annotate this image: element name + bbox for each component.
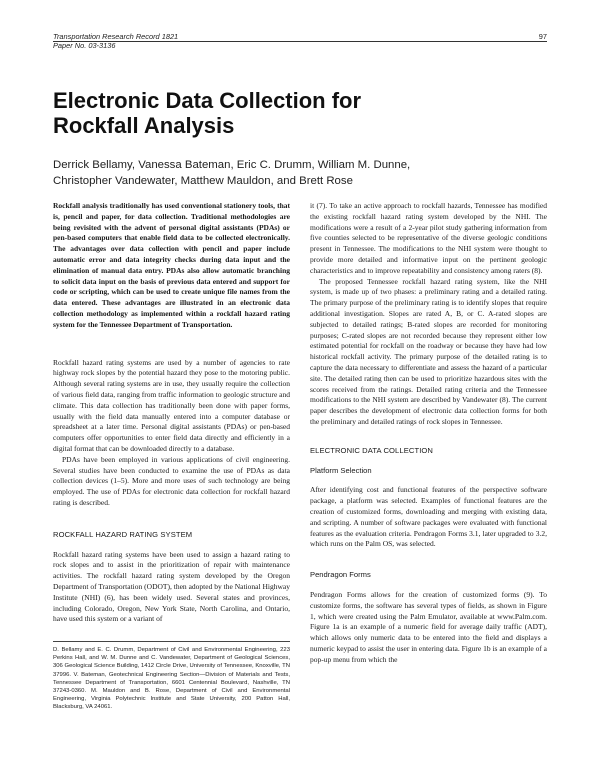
section-heading-rockfall: ROCKFALL HAZARD RATING SYSTEM: [53, 529, 193, 539]
paper-number: Paper No. 03-3136: [53, 41, 116, 50]
journal-name: Transportation Research Record 1821: [53, 32, 179, 41]
page-number: 97: [538, 32, 547, 41]
right-column: [310, 201, 547, 665]
right-paragraph-2: The proposed Tennessee rockfall hazard rating system, like the NHI system, is made up of two phases: a preliminary rating and a detailed rating. The primary purpose of the preliminary rating is to identify slopes that require additional investigation. Slopes are rated A, B, or C. A-rated slopes are subjected to detailed ratings; B-rated slopes are recorded for monitoring purposes; C-rated slopes are not recorded because they represent either low estimated potential for rockfall on the roadway or because they have had low historical rockfall activity. The primary purpose of the detailed rating is to capture the data necessary to differentiate and assess the hazard of a particular site. The detailed rating then can be used to prioritize hazardous sites with the scores received from the ratings. Detailed rating criteria and the Tennessee modifications to the NHI system are described by Vandewater (8). The current paper describes the development of electronic data collection forms for both the preliminary and detailed ratings of rock slopes in Tennessee.: [310, 276, 547, 426]
authors-line-2: Christopher Vandewater, Matthew Mauldon, and Brett Rose: [53, 174, 353, 187]
subsection-heading-pendragon: Pendragon Forms: [310, 570, 371, 580]
title-line-2: Rockfall Analysis: [53, 113, 235, 138]
rockfall-paragraph: Rockfall hazard rating systems have been used to assign a hazard rating to rock slopes and to assist in the prioritization of repair with maintenance activities. The rockfall hazard rating system developed by the Oregon Department of Transportation (ODOT), then adopted by the National Highway Institute (NHI) (6), has been widely used. Several states and provinces, including Colorado, Oregon, New York State, North Carolina, and Ontario, have used this system or a variant of: [53, 549, 290, 624]
intro-paragraph-1: Rockfall hazard rating systems are used by a number of agencies to rate highway rock slopes by the potential hazard they pose to the motoring public. Although several rating systems are in use, they usually require the collection of various field data, ranging from traffic information to geologic structure and climate. This data collection has traditionally been done with paper forms, usually with the field data manually entered into a computer database or spreadsheet at a later time. Personal digital assistants (PDAs) or pen-based computers offer opportunities to enter field data directly and efficiently in a digital format that can be downloaded directly to a database.: [53, 357, 290, 453]
intro-paragraph-2: PDAs have been employed in various applications of civil engineering. Several studies have been conducted to examine the use of PDAs as data collection devices (1–5). More and more uses of such technology are being employed. The use of PDAs for electronic data collection for rockfall hazard rating is described.: [53, 454, 290, 507]
header-rule: [53, 41, 547, 42]
paper-title: [53, 88, 533, 138]
right-paragraph-1: it (7). To take an active approach to rockfall hazards, Tennessee has modified the existing rockfall hazard rating system developed by the NHI. The modifications were a result of a 2-year pilot study gathering information from five counties selected to be representative of the diverse geologic conditions present in Tennessee. The modifications to the NHI system were thought to provide more detailed and informative input on the pertinent geologic characteristics and to improve repeatability and consistency among raters (8).: [310, 201, 547, 275]
pendragon-paragraph: Pendragon Forms allows for the creation of customized forms (9). To customize forms, the software has several types of fields, as shown in Figure 1, which were created using the Palm Emulator, available at www.Palm.com. Figure 1a is an example of a numeric field for average daily traffic (ADT), which allows only numeric data to be entered into the field and displays a numeric keypad to assist the user in entering data. Figure 1b is an example of a pop-up menu from which the: [310, 589, 548, 664]
left-column: [53, 201, 290, 625]
author-list: [53, 158, 553, 189]
section-heading-electronic: ELECTRONIC DATA COLLECTION: [310, 445, 433, 455]
authors-line-1: Derrick Bellamy, Vanessa Bateman, Eric C. Drumm, William M. Dunne,: [53, 159, 411, 171]
footnote-rule: [53, 641, 290, 642]
subsection-heading-platform: Platform Selection: [310, 465, 372, 475]
abstract: Rockfall analysis traditionally has used conventional stationery tools, that is, pencil and paper, for data collection. Traditional methodologies are being revisited with the advent of personal digital assistants (PDAs) or pen-based computers that enable field data to be collected electronically. The advantages over data collection with pencil and paper include automatic error and data integrity checks during data input and the elimination of manual data entry. PDAs also allow automatic branching to solicit data input on the basis of previous data entered and support for code or scripting, which can be used to create unique file names from the data entered. These advantages are illustrated in an electronic data collection methodology as implemented within a rockfall hazard rating system for the Tennessee Department of Transportation.: [53, 201, 290, 329]
title-line-1: Electronic Data Collection for: [53, 88, 362, 113]
author-affiliations-footnote: D. Bellamy and E. C. Drumm, Department of Civil and Environmental Engineering, 223 Perkins Hall, and W. M. Dunne and C. Vandewater, Department of Geological Sciences, 306 Geological Science Building, 1412 Circle Drive, University of Tennessee, Knoxville, TN 37996. V. Bateman, Geotechnical Engineering Section—Division of Materials and Tests, Tennessee Department of Transportation, 6601 Centennial Boulevard, Nashville, TN 37243-0360. M. Mauldon and B. Rose, Department of Civil and Environmental Engineering, Virginia Polytechnic Institute and State University, 200 Patton Hall, Blacksburg, VA 24061.: [53, 647, 290, 711]
platform-paragraph: After identifying cost and functional features of the perspective software package, a platform was selected. Examples of functional features are the creation of customized forms, downloading and merging with existing data, and scripting. A number of software packages were evaluated with functional features as the evaluation criteria. Pendragon Forms 3.1, later upgraded to 3.2, which runs on the Palm OS, was selected.: [310, 485, 547, 549]
